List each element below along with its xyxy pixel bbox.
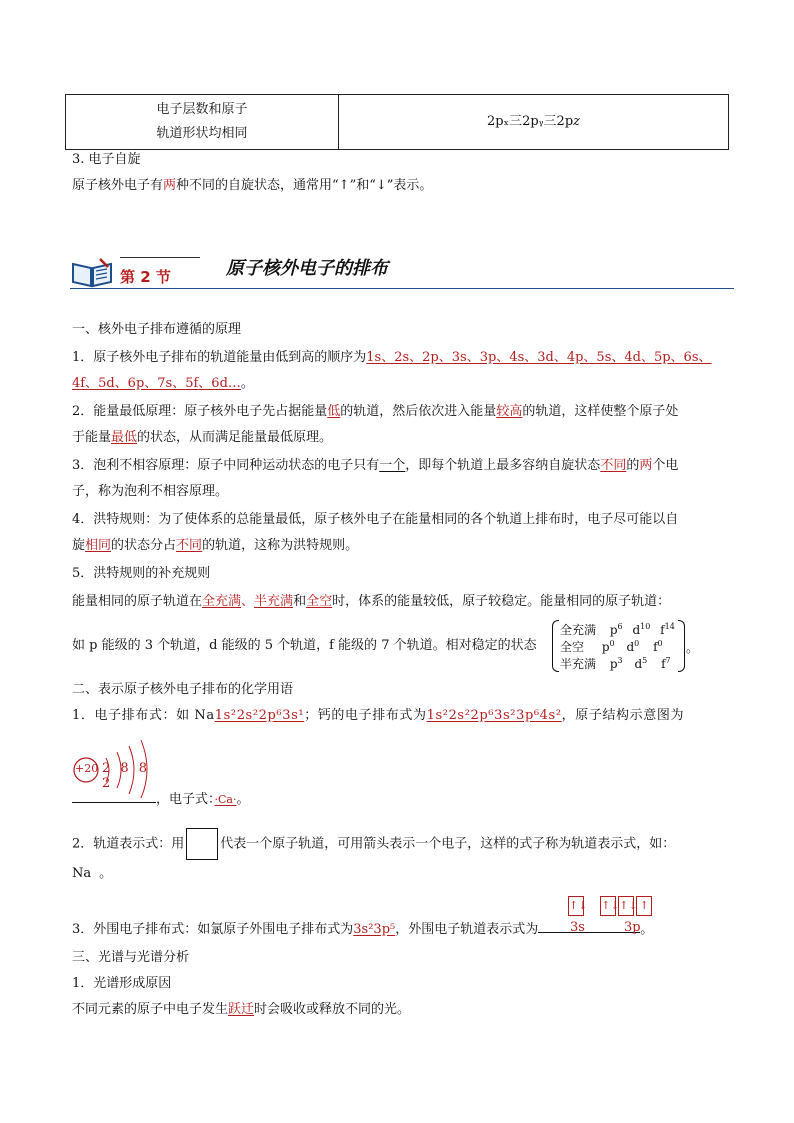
answer-blank: 4f、5d、6p、7s、5f、6d… [72, 376, 241, 391]
valence-orbital-boxes [568, 896, 654, 916]
spin-text [72, 176, 432, 196]
spectrum-text [72, 1000, 410, 1020]
rule-2-line2 [72, 428, 332, 448]
answer-blank: 跃迁 [228, 1002, 255, 1017]
exponent: 0 [657, 639, 663, 648]
orbital-3s-box: ↑↓ [568, 896, 584, 916]
orbital-letter: d [626, 640, 635, 654]
spin-heading: 3. 电子自旋 [72, 152, 141, 167]
text: 的轨道，这称为洪特规则。 [202, 538, 359, 553]
answer-blank: 半充满 [254, 594, 294, 609]
nucleus-charge: +20 [75, 762, 99, 775]
exponent: 6 [617, 622, 623, 631]
text: ，原子结构示意图为 [561, 708, 685, 723]
text: 的状态，从而满足能量最低原理。 [137, 430, 333, 445]
orbital-diagram-line2 [72, 864, 112, 884]
text: 和 [293, 594, 307, 609]
orbital-letter: d [634, 657, 643, 671]
label-overline [120, 257, 200, 258]
text: 3．泡利不相容原理：原子中同种运动状态的电子只有 [72, 458, 380, 473]
answer-blank: 两 [639, 458, 653, 473]
text: 的 [626, 458, 640, 473]
rule-4-line2 [72, 536, 358, 556]
text: 的状态分占 [111, 538, 177, 553]
label: 半充满 [560, 657, 597, 671]
answer-blank: 不同 [600, 458, 627, 473]
book-icon [70, 256, 114, 288]
answer-blank: 两 [163, 178, 177, 193]
text: 的轨道，然后依次进入能量 [340, 404, 497, 419]
stable-states-block [552, 620, 700, 672]
rule-4-line1: 4．洪特规则：为了使体系的总能量最低，原子核外电子在能量相同的各个轨道上排布时，电子尽可能以自 [72, 512, 679, 527]
orbital-comparison-table [65, 94, 729, 150]
text: 的轨道，这样使整个原子处 [522, 404, 679, 419]
spectrum-subheading: 1．光谱形成原因 [72, 976, 172, 991]
section-rule [70, 288, 734, 289]
right-brace [678, 620, 685, 672]
orbital-3p-box: ↑ [636, 896, 652, 916]
orbital-letter: f [653, 640, 658, 654]
text: 于能量 [72, 430, 112, 445]
shell-electron-counts: 2 8 8 2 [102, 761, 151, 791]
answer-blank: 3s²3p⁵ [353, 922, 396, 937]
answer-blank: 全充满 [202, 594, 242, 609]
exponent: 0 [609, 639, 615, 648]
text: 原子核外电子有 [72, 178, 164, 193]
orbital-diagram-line1 [72, 828, 675, 860]
rule-3-line1 [72, 456, 678, 476]
text: ；钙的电子排布式为 [304, 708, 427, 723]
end-punct: 。 [686, 641, 700, 656]
part3-heading: 三、光谱与光谱分析 [72, 950, 190, 965]
text: 1．原子核外电子排布的轨道能量由低到高的顺序为 [72, 350, 367, 365]
orbital-letter: d [632, 623, 641, 637]
answer-blank: 1s、2s、2p、3s、3p、4s、3d、4p、5s、4d、5p、6s、 [366, 350, 712, 365]
answer-blank: 一个 [379, 458, 406, 473]
orbital-letter: p [609, 623, 618, 637]
text: 旋 [72, 538, 86, 553]
table-row [66, 95, 729, 150]
label: 全充满 [560, 623, 597, 637]
text: 2．轨道表示式：用 [72, 836, 185, 852]
text: Na [72, 866, 92, 881]
config-line1 [72, 706, 684, 726]
text: 。 [236, 792, 250, 807]
answer-blank: 低 [327, 404, 341, 419]
text: 代表一个原子轨道，可用箭头表示一个电子，这样的式子称为轨道表示式，如： [220, 836, 676, 852]
cell-line: 电子层数和原子 [156, 102, 248, 117]
exponent: 3 [617, 656, 623, 665]
text: ，即每个轨道上最多容纳自旋状态 [405, 458, 601, 473]
text: ，电子式： [156, 792, 215, 807]
outer-config-line [72, 920, 653, 940]
stable-row-half [560, 654, 671, 671]
text: 。 [99, 866, 113, 881]
text: 个电 [652, 458, 679, 473]
table-cell-condition [66, 95, 339, 150]
text: 2．能量最低原理：原子核外电子先占据能量 [72, 404, 328, 419]
part1-heading: 一、核外电子排布遵循的原理 [72, 322, 242, 337]
rule-2-line1 [72, 402, 678, 422]
text: 、 [241, 594, 255, 609]
orbital-3p-box: ↑↓ [600, 896, 616, 916]
text: 能量相同的原子轨道在 [72, 594, 203, 609]
atomic-structure-diagram [72, 736, 162, 798]
rule-1-line2 [72, 374, 254, 394]
answer-blank: 最低 [111, 430, 138, 445]
text: 时，体系的能量较低，原子较稳定。能量相同的原子轨道： [332, 594, 671, 609]
stable-row-empty [560, 637, 663, 654]
text: 种不同的自旋状态，通常用“↑”和“↓”表示。 [176, 178, 433, 193]
cell-line: 轨道形状均相同 [156, 126, 248, 141]
exponent: 7 [665, 656, 671, 665]
text: 1．电子排布式：如 Na [72, 708, 215, 723]
orbital-box-symbol [186, 828, 218, 860]
orbital-letter: p [609, 657, 618, 671]
answer-blank: 全空 [306, 594, 333, 609]
answer-blank: 较高 [496, 404, 523, 419]
exponent: 14 [664, 622, 675, 631]
exponent: 5 [642, 656, 648, 665]
text: ，外围电子轨道表示式为 [395, 922, 539, 937]
section-label: 第 2 节 [120, 268, 171, 286]
exponent: 10 [640, 622, 651, 631]
answer-blank: 1s²2s²2p⁶3s²3p⁶4s² [426, 708, 562, 723]
text: 。 [640, 922, 654, 937]
stable-row-full [560, 620, 675, 637]
answer-blank: 相同 [85, 538, 112, 553]
text: 不同元素的原子中电子发生 [72, 1002, 229, 1017]
cell-value: 2pₓ三2pᵧ三2p𝑧 [486, 114, 581, 129]
table-cell-relation [339, 95, 729, 150]
rule-5-line1 [72, 592, 670, 612]
rule-5-heading: 5．洪特规则的补充规则 [72, 566, 211, 581]
orbital-letter: f [660, 623, 665, 637]
orbital-label-3s: 3s [570, 920, 585, 935]
text: 时会吸收或释放不同的光。 [254, 1002, 411, 1017]
electron-dot-formula: ·Ca· [214, 793, 237, 806]
answer-blank: 不同 [176, 538, 203, 553]
orbital-3p-box: ↑↓ [618, 896, 634, 916]
answer-blank: 1s²2s²2p⁶3s¹ [214, 708, 305, 723]
section-title: 原子核外电子的排布 [226, 258, 388, 279]
rule-1-line1 [72, 348, 712, 368]
text: 3．外围电子排布式：如氯原子外围电子排布式为 [72, 922, 354, 937]
left-brace [552, 620, 559, 672]
rule-5-line2: 如 p 能级的 3 个轨道，d 能级的 5 个轨道，f 能级的 7 个轨道。相对稳定的状态 [72, 638, 537, 653]
orbital-label-3p: 3p [624, 920, 641, 935]
orbital-letter: f [661, 657, 666, 671]
label: 全空 [560, 640, 585, 654]
answer-line [72, 802, 156, 803]
part2-heading: 二、表示原子核外电子排布的化学用语 [72, 682, 294, 697]
exponent: 0 [634, 639, 640, 648]
rule-3-line2: 子，称为泡利不相容原理。 [72, 484, 229, 499]
orbital-letter: p [601, 640, 610, 654]
config-line2 [72, 790, 250, 810]
text: 。 [240, 376, 254, 391]
